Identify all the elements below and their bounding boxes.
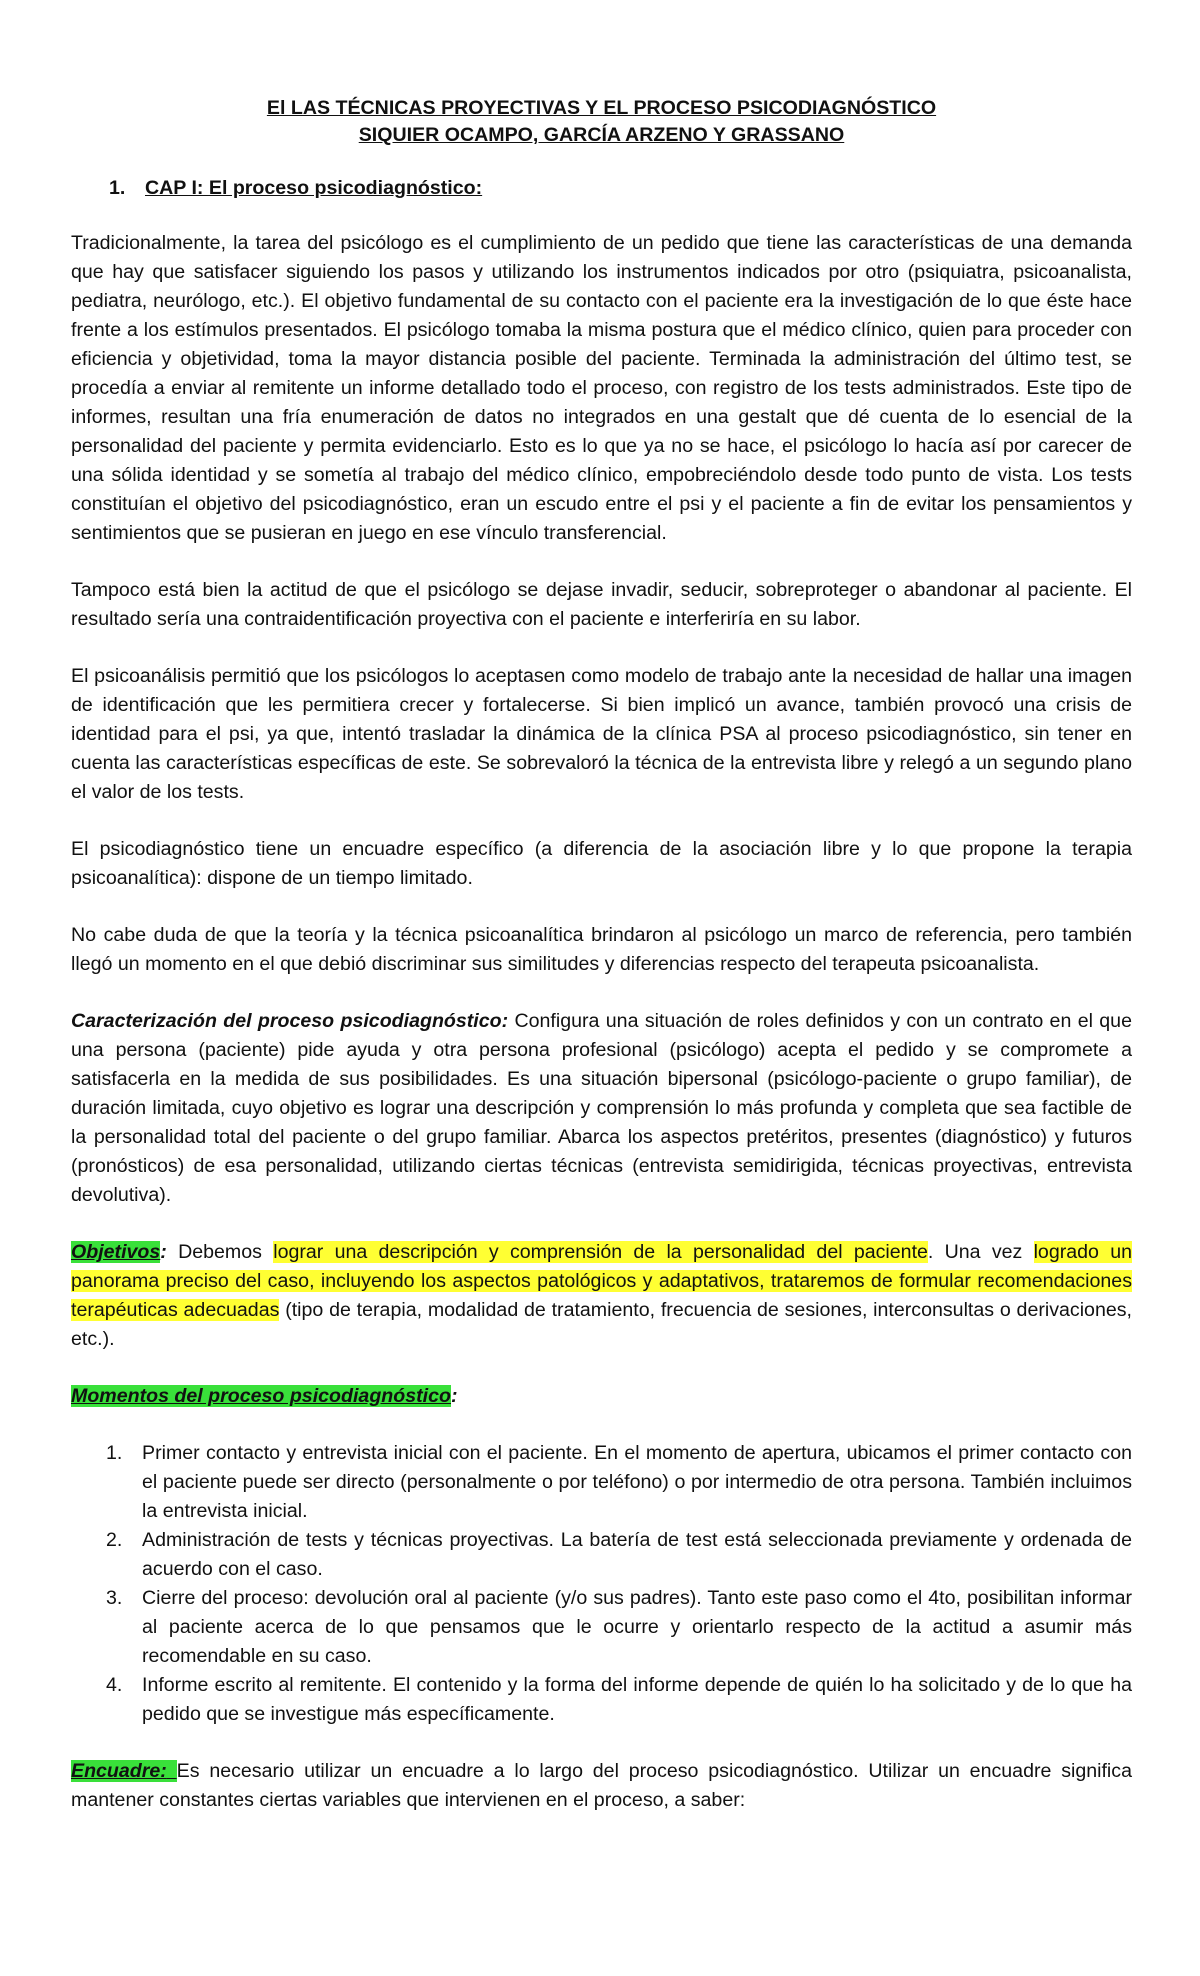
momentos-list xyxy=(71,1439,1132,1729)
chapter-heading xyxy=(109,174,1132,203)
encuadre-label-text: Encuadre: xyxy=(71,1760,167,1782)
caracterizacion-text: Configura una situación de roles definidos y con un contrato en el que una persona (paciente) pide ayuda y otra persona profesional (psicólogo) acepta el pedido y se compromete a satisfacerla en la medida de sus posibilidades. Es una situación bipersonal (psicólogo-paciente o grupo familiar), de duración limitada, cuyo objetivo es lograr una descripción y comprensión lo más profunda y completa que sea factible de la personalidad total del paciente o del grupo familiar. Abarca los aspectos pretéritos, presentes (diagnóstico) y futuros (pronósticos) de esa personalidad, utilizando ciertas técnicas (entrevista semidirigida, técnicas proyectivas, entrevista devolutiva). xyxy=(71,1010,1132,1206)
objetivos-colon: : xyxy=(160,1241,167,1263)
list-item-number: 2. xyxy=(106,1529,123,1551)
objetivos-text-2: . Una vez xyxy=(927,1241,1034,1263)
list-item-text: Primer contacto y entrevista inicial con el paciente. En el momento de apertura, ubicamos el primer contacto con el paciente puede ser directo (personalmente o por teléfono) o por intermedio de otra persona. También incluimos la entrevista inicial. xyxy=(142,1442,1132,1522)
chapter-number: 1. xyxy=(109,177,126,199)
objetivos-highlight-1: lograr una descripción y comprensión de la personalidad del paciente xyxy=(273,1241,928,1263)
objetivos-text-1: Debemos xyxy=(166,1241,274,1263)
momentos-label: Momentos del proceso psicodiagnóstico xyxy=(71,1385,451,1407)
list-item-number: 1. xyxy=(106,1442,123,1464)
paragraph-2: Tampoco está bien la actitud de que el psicólogo se dejase invadir, seducir, sobreproteger o abandonar al paciente. El resultado sería una contraidentificación proyectiva con el paciente e interferiría en su labor. xyxy=(71,579,1132,630)
encuadre-label xyxy=(71,1760,177,1782)
list-item-number: 3. xyxy=(106,1587,123,1609)
chapter-label: CAP I: El proceso psicodiagnóstico: xyxy=(145,177,483,199)
objetivos-text-3: (tipo de terapia, modalidad de tratamiento, frecuencia de sesiones, interconsultas o derivaciones, etc.). xyxy=(71,1299,1132,1350)
list-item xyxy=(71,1526,1132,1584)
paragraph-momentos-heading xyxy=(71,1382,1132,1411)
list-item-text: Administración de tests y técnicas proyectivas. La batería de test está seleccionada previamente y ordenada de acuerdo con el caso. xyxy=(142,1529,1132,1580)
encuadre-label-space xyxy=(167,1760,177,1782)
list-item-text: Informe escrito al remitente. El contenido y la forma del informe depende de quién lo ha solicitado y de lo que ha pedido que se investigue más específicamente. xyxy=(142,1674,1132,1725)
paragraph-objetivos xyxy=(71,1238,1132,1354)
list-item xyxy=(71,1584,1132,1671)
document-title-line-1: El LAS TÉCNICAS PROYECTIVAS Y EL PROCESO PSICODIAGNÓSTICO xyxy=(266,97,937,119)
objetivos-highlight-2: logrado un panorama preciso del caso, incluyendo los aspectos patológicos y adaptativos, trataremos de formular recomendaciones terapéuticas adecuadas xyxy=(71,1241,1132,1321)
paragraph-3: El psicoanálisis permitió que los psicólogos lo aceptasen como modelo de trabajo ante la necesidad de hallar una imagen de identificación que les permitiera crecer y fortalecerse. Si bien implicó un avance, también provocó una crisis de identidad para el psi, ya que, intentó trasladar la dinámica de la clínica PSA al proceso psicodiagnóstico, sin tener en cuenta las características específicas de este. Se sobrevaloró la técnica de la entrevista libre y relegó a un segundo plano el valor de los tests. xyxy=(71,665,1132,803)
paragraph-caracterizacion xyxy=(71,1007,1132,1210)
list-item-number: 4. xyxy=(106,1674,123,1696)
document-title-line-2: SIQUIER OCAMPO, GARCÍA ARZENO Y GRASSANO xyxy=(358,124,845,146)
encuadre-text: Es necesario utilizar un encuadre a lo largo del proceso psicodiagnóstico. Utilizar un encuadre significa mantener constantes ciertas variables que intervienen en el proceso, a saber: xyxy=(71,1760,1132,1811)
objetivos-label: Objetivos xyxy=(71,1241,161,1263)
momentos-colon: : xyxy=(450,1385,458,1407)
caracterizacion-label: Caracterización del proceso psicodiagnóstico: xyxy=(71,1010,509,1032)
list-item xyxy=(71,1439,1132,1526)
list-item xyxy=(71,1671,1132,1729)
document-body xyxy=(71,95,1132,1843)
paragraph-1: Tradicionalmente, la tarea del psicólogo es el cumplimiento de un pedido que tiene las características de una demanda que hay que satisfacer siguiendo los pasos y utilizando los instrumentos indicados por otro (psiquiatra, psicoanalista, pediatra, neurólogo, etc.). El objetivo fundamental de su contacto con el paciente era la investigación de lo que éste hace frente a los estímulos presentados. El psicólogo tomaba la misma postura que el médico clínico, quien para proceder con eficiencia y objetividad, toma la mayor distancia posible del paciente. Terminada la administración del último test, se procedía a enviar al remitente un informe detallado todo el proceso, con registro de los tests administrados. Este tipo de informes, resultan una fría enumeración de datos no integrados en una gestalt que dé cuenta de lo esencial de la personalidad del paciente y permita evidenciarlo. Esto es lo que ya no se hace, el psicólogo lo hacía así por carecer de una sólida identidad y se sometía al trabajo del médico clínico, empobreciéndolo desde todo punto de vista. Los tests constituían el objetivo del psicodiagnóstico, eran un escudo entre el psi y el paciente a fin de evitar los pensamientos y sentimientos que se pusieran en juego en ese vínculo transferencial. xyxy=(71,232,1132,544)
list-item-text: Cierre del proceso: devolución oral al paciente (y/o sus padres). Tanto este paso como el 4to, posibilitan informar al paciente acerca de lo que pensamos que le ocurre y orientarlo respecto de la actitud a asumir más recomendable en su caso. xyxy=(142,1587,1132,1667)
paragraph-encuadre xyxy=(71,1757,1132,1815)
paragraph-4: El psicodiagnóstico tiene un encuadre específico (a diferencia de la asociación libre y lo que propone la terapia psicoanalítica): dispone de un tiempo limitado. xyxy=(71,838,1132,889)
paragraph-5: No cabe duda de que la teoría y la técnica psicoanalítica brindaron al psicólogo un marco de referencia, pero también llegó un momento en el que debió discriminar sus similitudes y diferencias respecto del terapeuta psicoanalista. xyxy=(71,924,1132,975)
